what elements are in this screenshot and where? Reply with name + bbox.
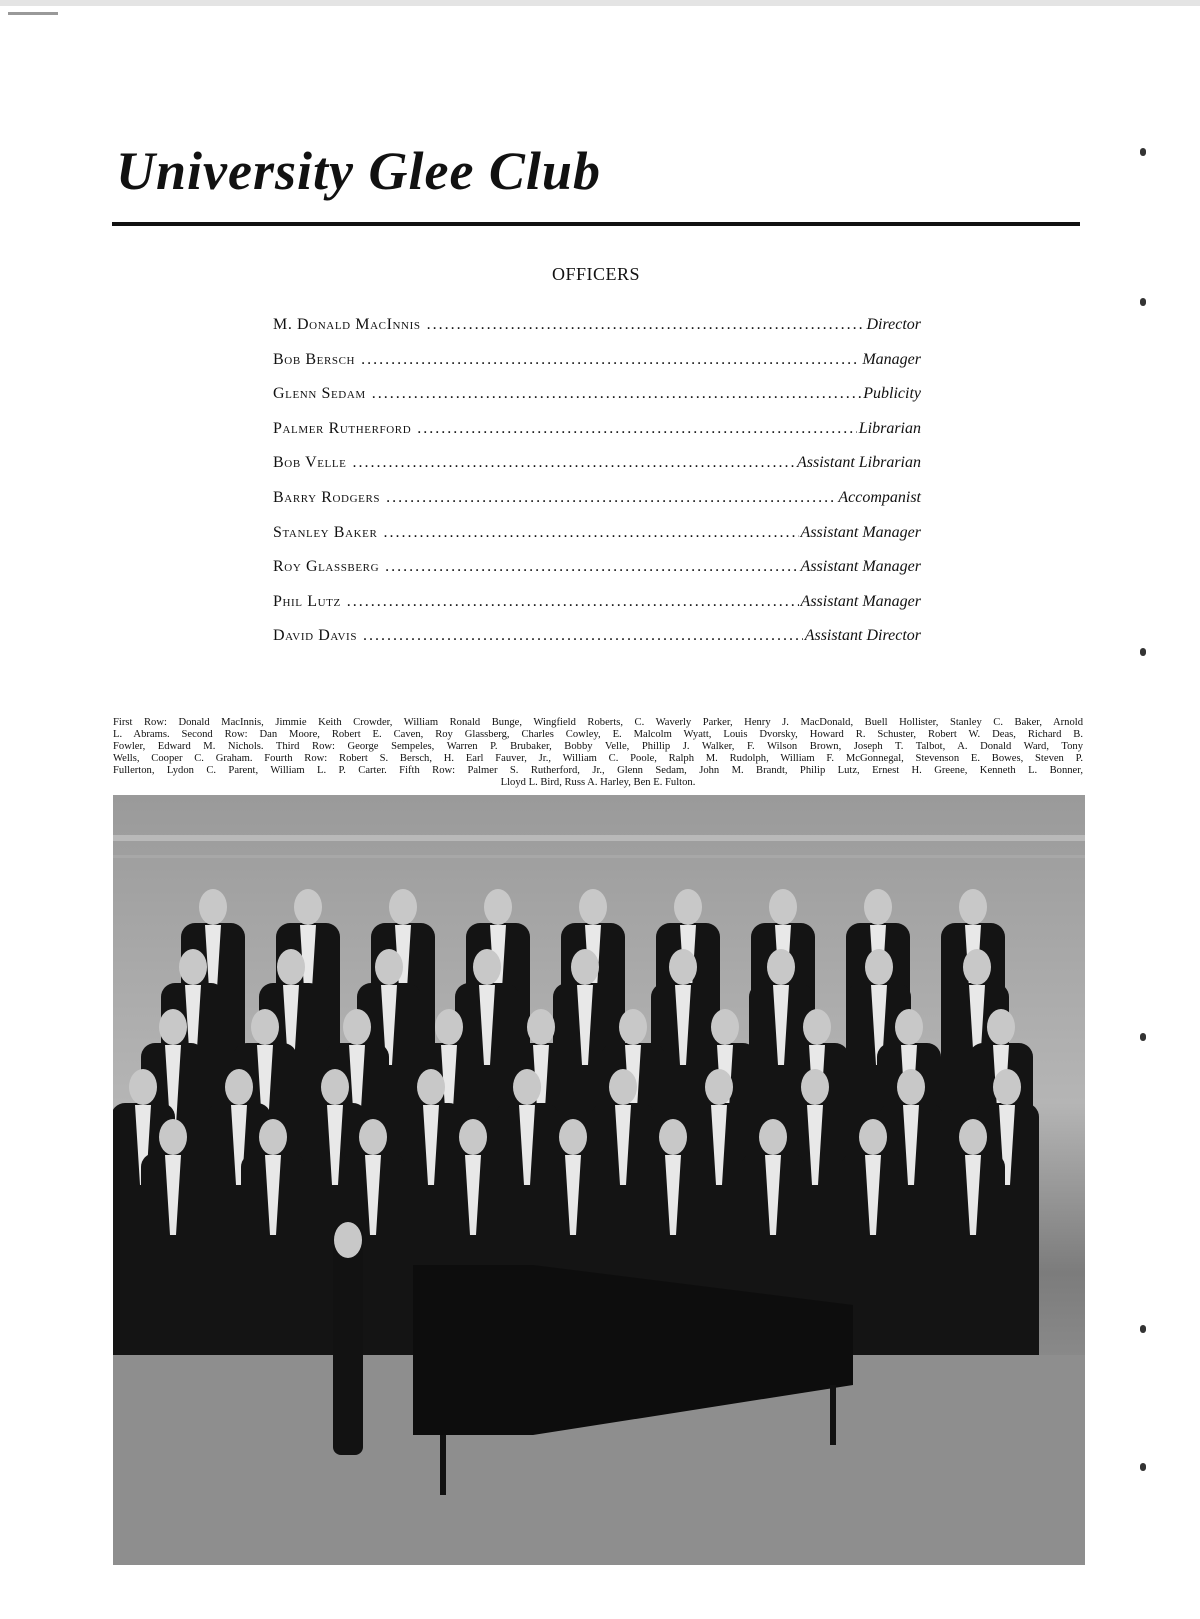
singer-head — [609, 1069, 637, 1105]
leader-dots — [353, 454, 795, 472]
singer-head — [769, 889, 797, 925]
officer-role: Assistant Director — [804, 627, 921, 645]
title-divider — [112, 222, 1080, 226]
officer-row — [273, 489, 921, 524]
officer-name: David Davis — [273, 627, 358, 645]
edge-mark — [1140, 1463, 1146, 1471]
officers-heading: OFFICERS — [551, 264, 641, 284]
officer-name: Glenn Sedam — [273, 385, 366, 403]
singer-head — [359, 1119, 387, 1155]
singer-head — [375, 949, 403, 985]
group-photo — [113, 795, 1085, 1565]
singer-head — [895, 1009, 923, 1045]
scan-top-border — [0, 0, 1200, 6]
group-photo-figures — [113, 795, 1085, 1565]
singer-head — [435, 1009, 463, 1045]
photo-caption — [113, 717, 1083, 789]
singer-head — [959, 1119, 987, 1155]
edge-mark — [1140, 648, 1146, 656]
singer-head — [767, 949, 795, 985]
singer-head — [803, 1009, 831, 1045]
singer-head — [199, 889, 227, 925]
officer-role: Assistant Manager — [800, 523, 921, 541]
officer-row — [273, 593, 921, 628]
singer-head — [669, 949, 697, 985]
edge-mark — [1140, 298, 1146, 306]
officer-name: M. Donald MacInnis — [273, 316, 421, 333]
officer-role: Assistant Librarian — [796, 454, 921, 472]
singer-head — [987, 1009, 1015, 1045]
wall-molding — [113, 835, 1085, 841]
singer-head — [959, 889, 987, 925]
edge-mark — [1140, 1033, 1146, 1041]
caption-line: Fowler, Edward M. Nichols. Third Row: George Sempeles, Warren P. Brubaker, Bobby Velle, Phillip J. Walker, F. Wilson Brown, Joseph T. Talbot, A. Donald Ward, Tony — [113, 741, 1083, 752]
singer-head — [159, 1119, 187, 1155]
officer-role: Manager — [862, 350, 921, 368]
officer-name: Bob Bersch — [273, 350, 356, 368]
officer-name: Phil Lutz — [273, 592, 341, 610]
leader-dots — [372, 385, 861, 403]
caption-line: L. Abrams. Second Row: Dan Moore, Robert E. Caven, Roy Glassberg, Charles Cowley, E. Malcolm Wyatt, Louis Dvorsky, Howard R. Schuster, Robert W. Deas, Richard B. — [113, 729, 1083, 740]
pianist-head — [334, 1222, 362, 1258]
pianist — [333, 1225, 363, 1455]
singer-head — [859, 1119, 887, 1155]
leader-dots — [417, 420, 856, 438]
singer-head — [865, 949, 893, 985]
singer-head — [294, 889, 322, 925]
singer-head — [864, 889, 892, 925]
officer-role: Assistant Manager — [800, 558, 921, 576]
singer-head — [674, 889, 702, 925]
singer-head — [705, 1069, 733, 1105]
singer-head — [559, 1119, 587, 1155]
singer-head — [527, 1009, 555, 1045]
leader-dots — [347, 593, 799, 611]
officers-list — [273, 316, 921, 662]
officer-row — [273, 454, 921, 489]
scan-smudge — [8, 12, 58, 15]
singer-head — [129, 1069, 157, 1105]
singer-head — [484, 889, 512, 925]
singer-head — [579, 889, 607, 925]
leader-dots — [386, 489, 836, 507]
officer-role: Publicity — [863, 385, 921, 403]
caption-line: Wells, Cooper C. Graham. Fourth Row: Robert S. Bersch, H. Earl Fauver, Jr., William C. Poole, Ralph M. Rudolph, William F. McGonnegal, Stevenson E. Bowes, Steven P. — [113, 753, 1083, 764]
officer-row — [273, 420, 921, 455]
officer-role: Librarian — [858, 419, 921, 437]
singer-head — [259, 1119, 287, 1155]
wall-molding — [113, 855, 1085, 858]
singer-head — [277, 949, 305, 985]
singer-head — [711, 1009, 739, 1045]
officer-name: Stanley Baker — [273, 523, 378, 541]
singer-head — [619, 1009, 647, 1045]
edge-mark — [1140, 1325, 1146, 1333]
caption-line: Fullerton, Lydon C. Parent, William L. P. Carter. Fifth Row: Palmer S. Rutherford, Jr., Glenn Sedam, John M. Brandt, Philip Lutz, Ernest H. Greene, Kenneth L. Bonner, — [113, 765, 1083, 776]
singer-head — [801, 1069, 829, 1105]
singer-head — [389, 889, 417, 925]
singer-head — [159, 1009, 187, 1045]
officer-row — [273, 351, 921, 386]
singer-head — [459, 1119, 487, 1155]
singer-head — [473, 949, 501, 985]
officer-name: Roy Glassberg — [273, 558, 380, 576]
officer-name: Bob Velle — [273, 454, 347, 472]
leader-dots — [363, 627, 803, 645]
officer-name: Palmer Rutherford — [273, 419, 412, 437]
leader-dots — [361, 351, 860, 369]
singer-head — [251, 1009, 279, 1045]
singer-head — [659, 1119, 687, 1155]
officer-role: Director — [866, 316, 921, 333]
singer-head — [963, 949, 991, 985]
officer-row — [273, 385, 921, 420]
caption-line: First Row: Donald MacInnis, Jimmie Keith Crowder, William Ronald Bunge, Wingfield Roberts, C. Waverly Parker, Henry J. MacDonald, Buell Hollister, Stanley C. Baker, Arnold — [113, 717, 1083, 728]
singer-head — [993, 1069, 1021, 1105]
singer-head — [513, 1069, 541, 1105]
singer-head — [897, 1069, 925, 1105]
edge-mark — [1140, 148, 1146, 156]
officer-name: Barry Rodgers — [273, 488, 381, 506]
officer-row — [273, 524, 921, 559]
page-title: University Glee Club — [116, 141, 601, 201]
caption-line: Lloyd L. Bird, Russ A. Harley, Ben E. Fulton. — [500, 777, 696, 788]
singer-head — [179, 949, 207, 985]
singer-head — [759, 1119, 787, 1155]
singer-head — [571, 949, 599, 985]
officer-role: Accompanist — [838, 488, 921, 506]
officer-role: Assistant Manager — [800, 592, 921, 610]
singer-head — [417, 1069, 445, 1105]
singer-head — [343, 1009, 371, 1045]
leader-dots — [427, 316, 865, 334]
officer-row — [273, 316, 921, 351]
officer-row — [273, 627, 921, 662]
singer-head — [321, 1069, 349, 1105]
leader-dots — [383, 524, 798, 542]
officer-row — [273, 558, 921, 593]
leader-dots — [385, 558, 798, 576]
singer-head — [225, 1069, 253, 1105]
